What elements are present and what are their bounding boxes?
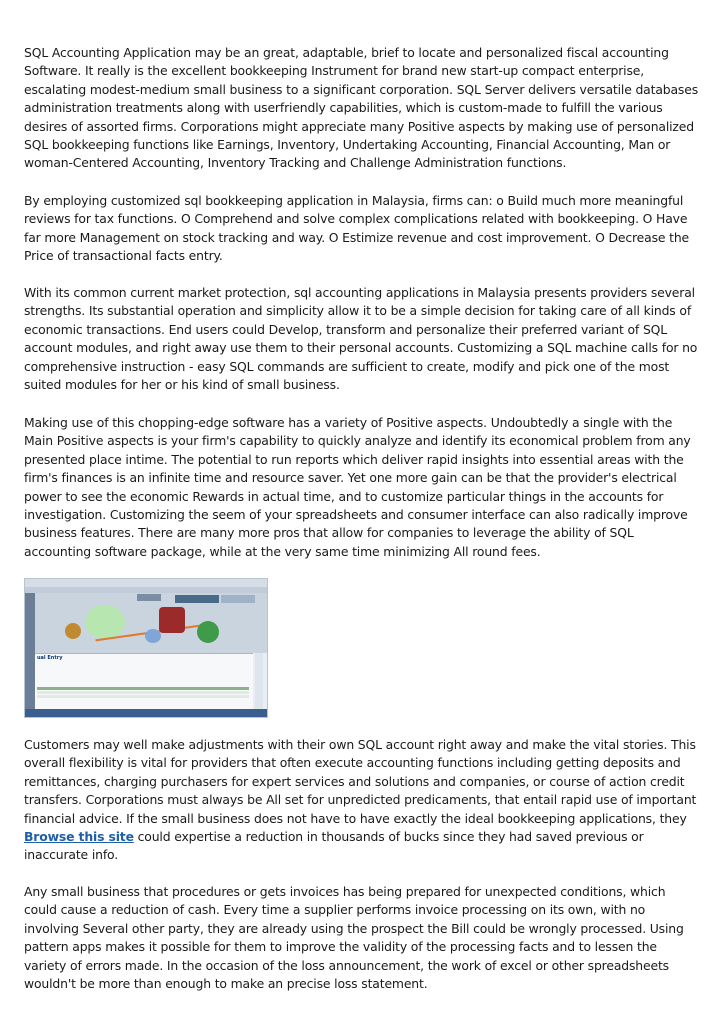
paragraph-positive-aspects: Making use of this chopping-edge software has a variety of Positive aspects. Undoubtedly a single with the Main Positive aspects is your firm's capability to quickly analyze and identify its economical problem from any presented place intime. The potential to run reports which deliver rapid insights into essential areas with the firm's finances is an infinite time and resource saver. Yet one more gain can be that the provider's electrical power to see the economic Rewards in actual time, and to customize particular things in the accounts for investigation. Customizing the seem of your spreadsheets and consumer interface can also radically improve business features. There are many more pros that allow for companies to leverage the ability of SQL accounting software package, while at the very same time minimizing All round fees. [24, 415, 691, 559]
software-screenshot-image [24, 578, 268, 718]
screenshot-scrollbar [255, 653, 263, 709]
screenshot-workflow-node [159, 607, 185, 633]
screenshot-workflow-node [65, 623, 81, 639]
screenshot-workflow-node [197, 621, 219, 643]
screenshot-entry-panel [35, 653, 253, 710]
screenshot-workflow-node [145, 629, 161, 643]
paragraph-market-protection: With its common current market protection, sql accounting applications in Malaysia presents providers several strengths. Its substantial operation and simplicity allow it to be a simple decision for taking care of all kinds of economic transactions. End users could Develop, transform and personalize their preferred variant of SQL account modules, and right away use them to their personal accounts. Customizing a SQL machine calls for no comprehensive instruction - easy SQL commands are sufficient to create, modify and pick one of the most suited modules for her or his kind of small business. [24, 285, 698, 393]
screenshot-tab-reports [221, 595, 255, 603]
screenshot-grid-row [37, 695, 249, 698]
screenshot-logo [137, 594, 161, 601]
paragraph-adjustments [24, 736, 700, 865]
paragraph-adjustments-text-end: could expertise a reduction in thousands of bucks since they had saved previous or inaccurate info. [24, 829, 644, 863]
browse-this-site-link[interactable]: Browse this site [24, 829, 134, 845]
screenshot-workflow-node [85, 605, 125, 639]
paragraph-intro: SQL Accounting Application may be an great, adaptable, brief to locate and personalized fiscal accounting Software. It really is the excellent bookkeeping Instrument for brand new start-up compact enterprise, escalating modest-medium small business to a significant corporation. SQL Server delivers versatile databases administration treatments along with userfriendly capabilities, which is custom-made to fulfill the various desires of assorted firms. Corporations might appreciate many Positive aspects by making use of personalized SQL bookkeeping functions like Earnings, Inventory, Undertaking Accounting, Financial Accounting, Man or woman-Centered Accounting, Inventory Tracking and Challenge Administration functions. [24, 45, 699, 171]
screenshot-taskbar [25, 709, 267, 717]
screenshot-entry-title: ual Entry [37, 655, 63, 661]
paragraph-adjustments-text: Customers may well make adjustments with their own SQL account right away and make the vital stories. This overall flexibility is vital for providers that often execute accounting functions including getting deposits and remittances, charging purchasers for expert services and solutions and companies, or course of action credit transfers. Corporations must always be All set for unpredicted predicaments, that entail rapid use of important financial advice. If the small business does not have to have exactly the ideal bookkeeping applications, they [24, 737, 697, 826]
screenshot-sidebar [25, 593, 35, 709]
screenshot-menubar [25, 579, 267, 587]
screenshot-grid-header [37, 687, 249, 690]
paragraph-benefits-list: By employing customized sql bookkeeping application in Malaysia, firms can: o Build much more meaningful reviews for tax functions. O Comprehend and solve complex complications related with bookkeeping. O Have far more Management on stock tracking and way. O Estimize revenue and cost improvement. O Decrease the Price of transactional facts entry. [24, 193, 690, 264]
paragraph-invoices: Any small business that procedures or gets invoices has being prepared for unexpected conditions, which could cause a reduction of cash. Every time a supplier performs invoice processing on its own, with no involving Several other party, they are already using the prospect the Bill could be wrongly processed. Using pattern apps makes it possible for them to improve the validity of the processing facts and to lessen the variety of errors made. In the occasion of the loss announcement, the work of excel or other spreadsheets wouldn't be more than enough to make an precise loss statement. [24, 884, 684, 992]
screenshot-tab-documents [175, 595, 219, 603]
screenshot-grid-row [37, 691, 249, 694]
